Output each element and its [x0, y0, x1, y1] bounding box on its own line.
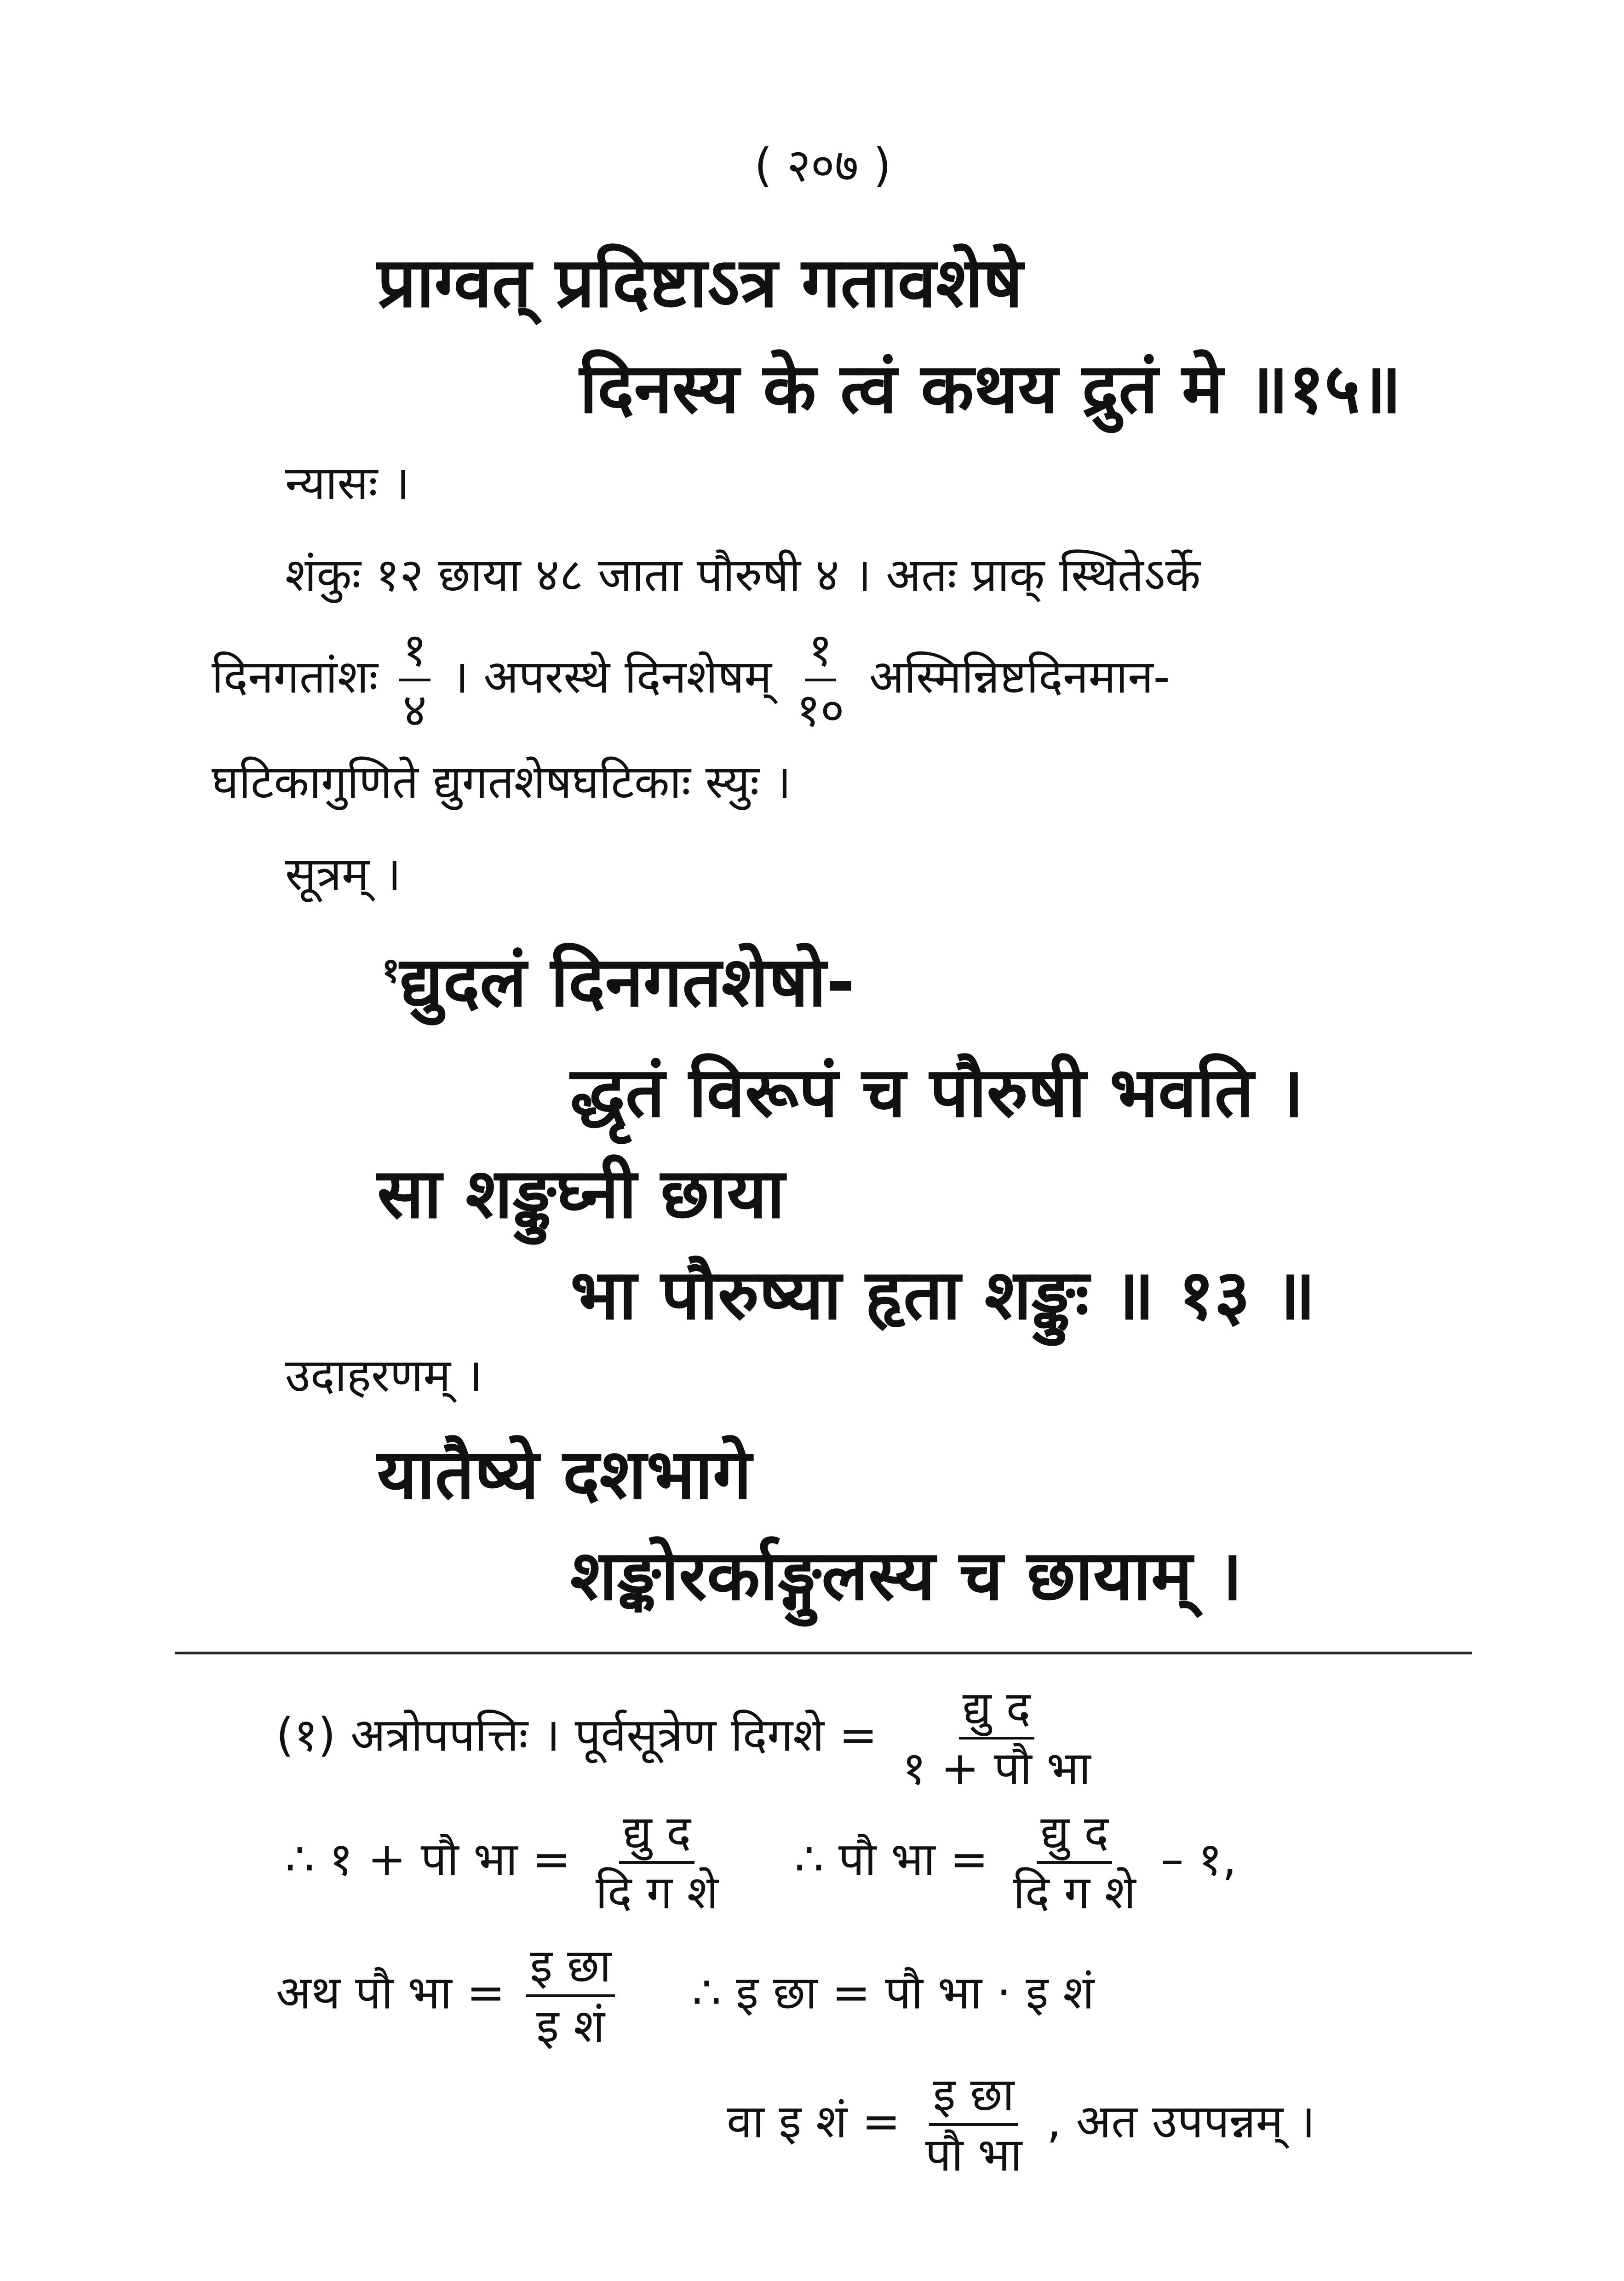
- fraction-one-tenth: [793, 623, 848, 737]
- fraction-numerator: द्यु द: [959, 1684, 1034, 1740]
- footnote-text-a: वा इ शं =: [727, 2094, 901, 2149]
- footnote-text-b: , अत उपपन्नम् ।: [1047, 2094, 1315, 2149]
- footnote-text-a: (१) अत्रोपपत्तिः । पूर्वसूत्रेण दिगशे =: [276, 1708, 878, 1762]
- fraction-numerator: इ छा: [526, 1941, 615, 1997]
- footnote-text-b: ∴ इ छा = पौ भा · इ शं: [692, 1965, 1095, 2020]
- fraction: [526, 1939, 615, 2053]
- nyasa-heading: न्यासः ।: [285, 456, 410, 510]
- footnote-line-1: [276, 1681, 1101, 1795]
- nyasa-line-1: शंकुः १२ छाया ४८ जाता पौरुषी ४ । अतः प्राक् स्थितेऽर्के: [285, 548, 1201, 602]
- footnote-line-4: [727, 2068, 1315, 2182]
- footnote-mark: १: [382, 950, 400, 991]
- nyasa-text-a: दिनगतांशः: [212, 650, 378, 704]
- sutra-line-1: [382, 942, 855, 1022]
- footnote-line-3: [276, 1939, 1095, 2053]
- sutra-line-3: सा शङ्कुघ्नी छाया: [377, 1154, 785, 1234]
- fraction-denominator: दि ग शे: [595, 1866, 718, 1919]
- page-number: ( २०७ ): [754, 138, 891, 192]
- fraction: [899, 1681, 1095, 1795]
- footnote-text-c: – १,: [1160, 1832, 1237, 1886]
- nyasa-line-3: घटिकागुणिते द्युगतशेषघटिकाः स्युः ।: [212, 755, 792, 809]
- fraction-numerator: १: [805, 626, 836, 681]
- footnote-divider: [175, 1652, 1472, 1654]
- fraction-numerator: इ छा: [929, 2070, 1018, 2126]
- verse-15-line-1: प्राग्वत् प्रदिष्टाऽत्र गतावशेषे: [377, 243, 1023, 323]
- fraction-denominator: ४: [402, 683, 427, 737]
- udaharana-heading: उदाहरणम् ।: [285, 1348, 483, 1402]
- fraction-numerator: द्यु द: [619, 1808, 694, 1864]
- nyasa-text-c: अस्मिन्निष्टदिनमान-: [869, 650, 1170, 704]
- fraction: [592, 1805, 722, 1919]
- fraction: [1010, 1805, 1140, 1919]
- fraction-denominator: इ शं: [536, 1999, 605, 2053]
- udaharana-line-1: यातैष्ये दशभागे: [377, 1434, 752, 1515]
- fraction-denominator: दि ग शे: [1013, 1866, 1136, 1919]
- fraction-denominator: १०: [796, 683, 844, 737]
- nyasa-text-b: । अपरस्थे दिनशेषम्: [451, 650, 772, 704]
- footnote-line-2: [285, 1805, 1237, 1919]
- sutra-line-4: भा पौरुष्या हृता शङ्कुः ॥ १३ ॥: [570, 1255, 1316, 1335]
- fraction-numerator: १: [399, 626, 430, 681]
- fraction-denominator: पौ भा: [925, 2128, 1022, 2182]
- footnote-text-a: अथ पौ भा =: [276, 1965, 505, 2020]
- verse-15-line-2: दिनस्य के त्वं कथय द्रुतं मे ॥१५॥: [580, 349, 1402, 429]
- sutra-heading: सूत्रम् ।: [285, 847, 402, 901]
- fraction-numerator: द्यु द: [1037, 1808, 1112, 1864]
- fraction: [922, 2068, 1026, 2182]
- footnote-text-b: ∴ पौ भा =: [794, 1832, 988, 1886]
- udaharana-line-2: शङ्कोरर्काङ्गुलस्य च छायाम् ।: [570, 1536, 1243, 1616]
- fraction-denominator: १ + पौ भा: [902, 1741, 1091, 1795]
- sutra-line-2: द्धृतं विरूपं च पौरुषी भवति ।: [570, 1053, 1304, 1133]
- sutra-line-1-text: द्युदलं दिनगतशेषो-: [400, 942, 855, 1022]
- fraction-one-quarter: [399, 623, 430, 737]
- footnote-text-a: ∴ १ + पौ भा =: [285, 1832, 571, 1886]
- nyasa-line-2: [212, 623, 1170, 737]
